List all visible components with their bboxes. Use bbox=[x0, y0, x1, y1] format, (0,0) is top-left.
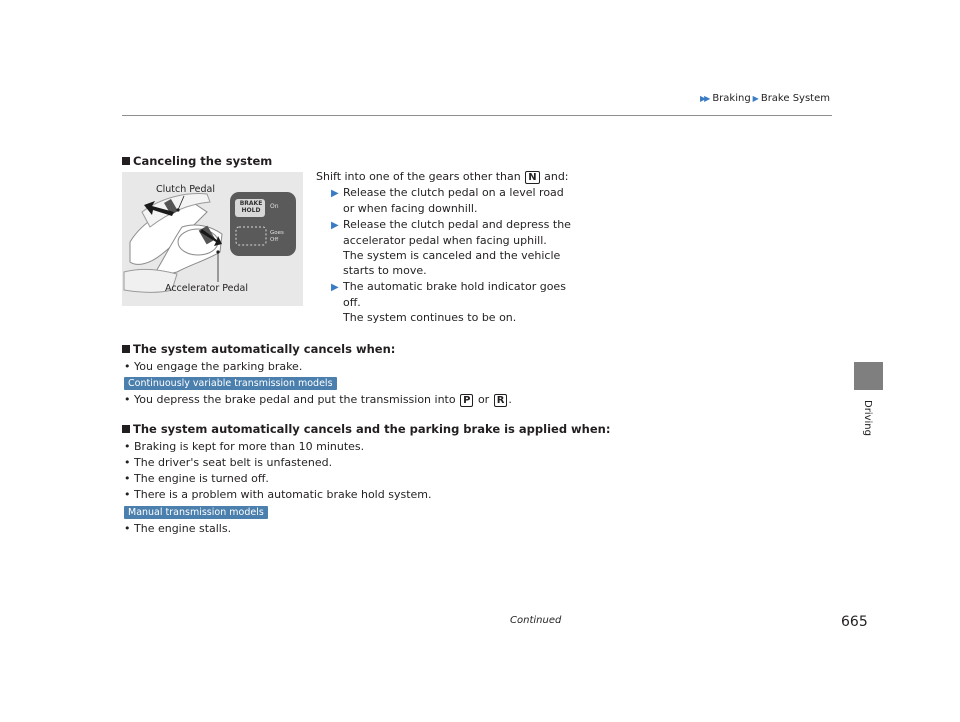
gear-key-n: N bbox=[525, 171, 539, 184]
bullet-icon: • bbox=[124, 472, 131, 485]
list-item-text: or bbox=[477, 393, 490, 406]
item-line: Release the clutch pedal on a level road bbox=[343, 186, 564, 199]
gear-key-r: R bbox=[494, 394, 508, 407]
bullet-icon: • bbox=[124, 456, 131, 469]
breadcrumb-item-brake-system: Brake System bbox=[760, 93, 830, 104]
list-item-text: There is a problem with automatic brake hold system. bbox=[134, 488, 432, 501]
list-item-text: Braking is kept for more than 10 minutes. bbox=[134, 440, 365, 453]
intro-text-end: and: bbox=[544, 170, 569, 183]
manual-models-badge: Manual transmission models bbox=[124, 506, 268, 519]
list-item-text: The engine stalls. bbox=[134, 522, 232, 535]
bullet-icon: • bbox=[124, 522, 131, 535]
chapter-tab-marker bbox=[854, 362, 883, 390]
breadcrumb-arrow-icon: ▶ bbox=[752, 94, 759, 103]
bullet-icon: • bbox=[124, 360, 131, 373]
brake-hold-indicator-icon bbox=[239, 200, 263, 214]
list-item bbox=[124, 392, 512, 407]
cancel-item-3 bbox=[331, 279, 566, 325]
pedal-illustration bbox=[122, 172, 303, 306]
list-item bbox=[124, 359, 302, 374]
item-line: The automatic brake hold indicator goes bbox=[343, 280, 566, 293]
continued-label: Continued bbox=[510, 615, 562, 626]
section-title-text: The system automatically cancels and the parking brake is applied when: bbox=[133, 422, 611, 436]
gear-key-p: P bbox=[460, 394, 473, 407]
section-square-icon bbox=[122, 345, 130, 353]
list-item bbox=[124, 439, 364, 454]
goes-off-line-1: Goes bbox=[270, 230, 284, 236]
indicator-on-label: On bbox=[270, 203, 279, 210]
list-item-text: You engage the parking brake. bbox=[134, 360, 303, 373]
chapter-tab-label: Driving bbox=[862, 400, 873, 436]
cancel-item-2 bbox=[331, 217, 571, 278]
bullet-icon: • bbox=[124, 440, 131, 453]
section-square-icon bbox=[122, 157, 130, 165]
section-title-text: Canceling the system bbox=[133, 154, 273, 168]
list-item bbox=[124, 521, 231, 536]
item-line: or when facing downhill. bbox=[343, 202, 478, 215]
clutch-pedal-label: Clutch Pedal bbox=[156, 184, 216, 195]
section-square-icon bbox=[122, 425, 130, 433]
accelerator-pedal-label: Accelerator Pedal bbox=[165, 283, 249, 294]
list-item-text: The driver's seat belt is unfastened. bbox=[134, 456, 333, 469]
item-line: The system is canceled and the vehicle bbox=[343, 249, 561, 262]
item-line: starts to move. bbox=[343, 264, 427, 277]
list-item bbox=[124, 471, 269, 486]
indicator-goes-off-label bbox=[270, 230, 284, 244]
indicator-text-1: BRAKE bbox=[239, 200, 263, 207]
section-title-canceling bbox=[122, 154, 272, 168]
header-divider bbox=[122, 115, 832, 116]
list-item bbox=[124, 455, 332, 470]
section-title-text: The system automatically cancels when: bbox=[133, 342, 396, 356]
breadcrumb bbox=[700, 93, 830, 104]
section-title-auto-cancel bbox=[122, 342, 395, 356]
bullet-icon: • bbox=[124, 393, 131, 406]
section-title-auto-cancel-parking bbox=[122, 422, 610, 436]
breadcrumb-item-braking: Braking bbox=[712, 93, 751, 104]
page-number: 665 bbox=[841, 614, 868, 630]
goes-off-line-2: Off bbox=[270, 237, 279, 243]
bullet-icon: • bbox=[124, 488, 131, 501]
arrow-icon: ▶ bbox=[331, 282, 339, 293]
list-item-text: . bbox=[508, 393, 512, 406]
list-item-text: The engine is turned off. bbox=[134, 472, 269, 485]
cancel-item-1 bbox=[331, 185, 564, 216]
indicator-text-2: HOLD bbox=[241, 207, 261, 214]
arrow-icon: ▶ bbox=[331, 220, 339, 231]
intro-text: Shift into one of the gears other than bbox=[316, 170, 521, 183]
canceling-intro bbox=[316, 169, 569, 184]
breadcrumb-arrow-icon: ▶▶ bbox=[700, 94, 709, 103]
item-line: off. bbox=[343, 296, 361, 309]
list-item-text: You depress the brake pedal and put the transmission into bbox=[134, 393, 456, 406]
arrow-icon: ▶ bbox=[331, 188, 339, 199]
item-line: The system continues to be on. bbox=[343, 311, 517, 324]
list-item bbox=[124, 487, 431, 502]
cvt-models-badge: Continuously variable transmission models bbox=[124, 377, 337, 390]
item-line: accelerator pedal when facing uphill. bbox=[343, 234, 547, 247]
item-line: Release the clutch pedal and depress the bbox=[343, 218, 571, 231]
